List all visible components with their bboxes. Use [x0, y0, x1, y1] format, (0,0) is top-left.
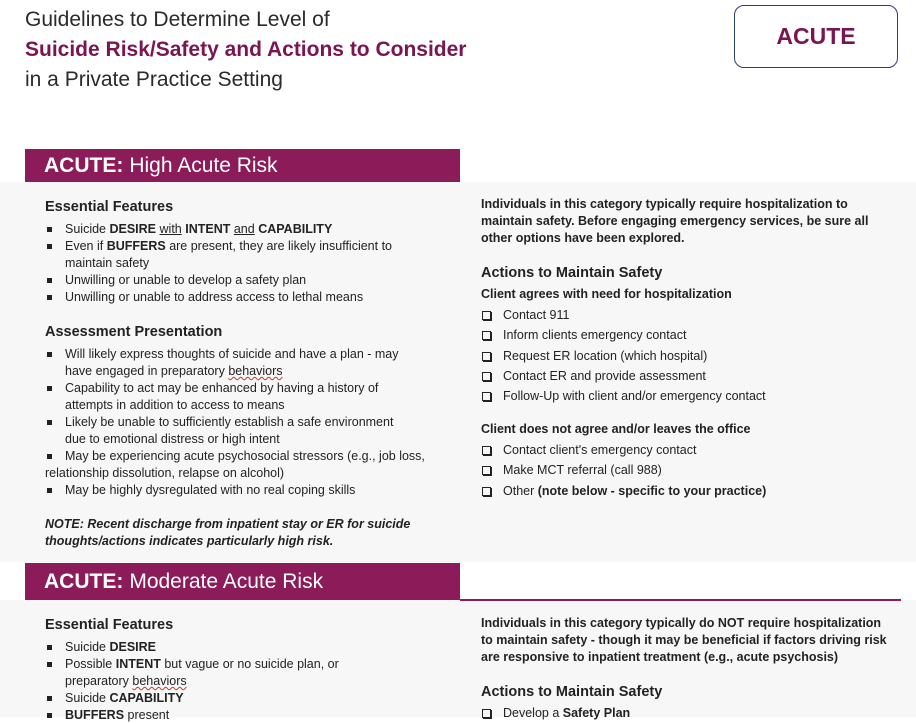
acute-badge-label: ACUTE [776, 23, 856, 49]
checklist-item: Make MCT referral (call 988) [481, 460, 901, 480]
high-risk-intro: Individuals in this category typically require hospitalization to maintain safety. Before engaging emergency services, be sure all other options have been explored. [481, 197, 869, 245]
moderate-risk-intro: Individuals in this category typically do NOT require hospitalization to maintain safety - though it may be beneficial if factors driving risk are responsive to inpatient treatment (e.g., acute psychosis) [481, 616, 887, 664]
essential-features-heading: Essential Features [45, 199, 174, 215]
client-agrees-checklist [481, 305, 901, 406]
high-risk-header-bold: ACUTE: [44, 153, 124, 177]
list-item: Suicide DESIRE [45, 639, 455, 656]
checklist-item: Contact 911 [481, 305, 901, 325]
checklist-item: Develop a Safety Plan [481, 703, 901, 723]
list-item: Possible INTENT but vague or no suicide plan, or preparatory behaviors [45, 656, 455, 690]
checklist-item: Inform clients emergency contact [481, 325, 901, 345]
moderate-risk-header-label: Moderate Acute Risk [129, 569, 324, 593]
list-item: Unwilling or unable to address access to lethal means [45, 289, 455, 306]
moderate-actions-checklist [481, 703, 901, 723]
client-agrees-heading: Client agrees with need for hospitalization [481, 287, 732, 301]
title-line-3: in a Private Practice Setting [25, 68, 283, 91]
checklist-item: Follow-Up with client and/or emergency contact [481, 386, 901, 406]
assessment-list [45, 346, 455, 499]
high-risk-header-label: High Acute Risk [129, 153, 278, 177]
checklist-item: Other (note below - specific to your practice) [481, 481, 901, 501]
list-item: Even if BUFFERS are present, they are likely insufficient to maintain safety [45, 238, 455, 272]
list-item: May be highly dysregulated with no real coping skills [45, 482, 455, 499]
list-item: Likely be unable to sufficiently establish a safe environment due to emotional distress or high intent [45, 414, 455, 448]
client-disagrees-heading: Client does not agree and/or leaves the office [481, 422, 751, 436]
high-risk-header [25, 149, 460, 182]
list-item: Suicide DESIRE with INTENT and CAPABILITY [45, 221, 455, 238]
moderate-divider [460, 599, 901, 601]
checklist-item: Contact client's emergency contact [481, 440, 901, 460]
client-disagrees-checklist [481, 440, 901, 501]
moderate-essential-heading: Essential Features [45, 617, 174, 633]
list-item: BUFFERS present [45, 707, 455, 724]
checklist-item: Request ER location (which hospital) [481, 346, 901, 366]
moderate-essential-list [45, 639, 455, 724]
list-item: Suicide CAPABILITY [45, 690, 455, 707]
title-line-1: Guidelines to Determine Level of [25, 8, 330, 31]
moderate-risk-header-bold: ACUTE: [44, 569, 124, 593]
list-item: Capability to act may be enhanced by having a history of attempts in addition to access to means [45, 380, 455, 414]
list-item: Will likely express thoughts of suicide and have a plan - may have engaged in preparatory behaviors [45, 346, 455, 380]
actions-heading: Actions to Maintain Safety [481, 265, 663, 281]
acute-badge [734, 5, 898, 68]
title-line-2: Suicide Risk/Safety and Actions to Consider [25, 38, 467, 61]
checklist-item: Contact ER and provide assessment [481, 366, 901, 386]
high-risk-note: NOTE: Recent discharge from inpatient stay or ER for suicide thoughts/actions indicates particularly high risk. [45, 517, 411, 548]
list-item: May be experiencing acute psychosocial stressors (e.g., job loss, relationship dissolution, relapse on alcohol) [45, 448, 455, 482]
moderate-actions-heading: Actions to Maintain Safety [481, 684, 663, 700]
list-item: Unwilling or unable to develop a safety plan [45, 272, 455, 289]
moderate-risk-header [25, 563, 460, 600]
essential-features-list [45, 221, 455, 306]
assessment-presentation-heading: Assessment Presentation [45, 324, 223, 340]
